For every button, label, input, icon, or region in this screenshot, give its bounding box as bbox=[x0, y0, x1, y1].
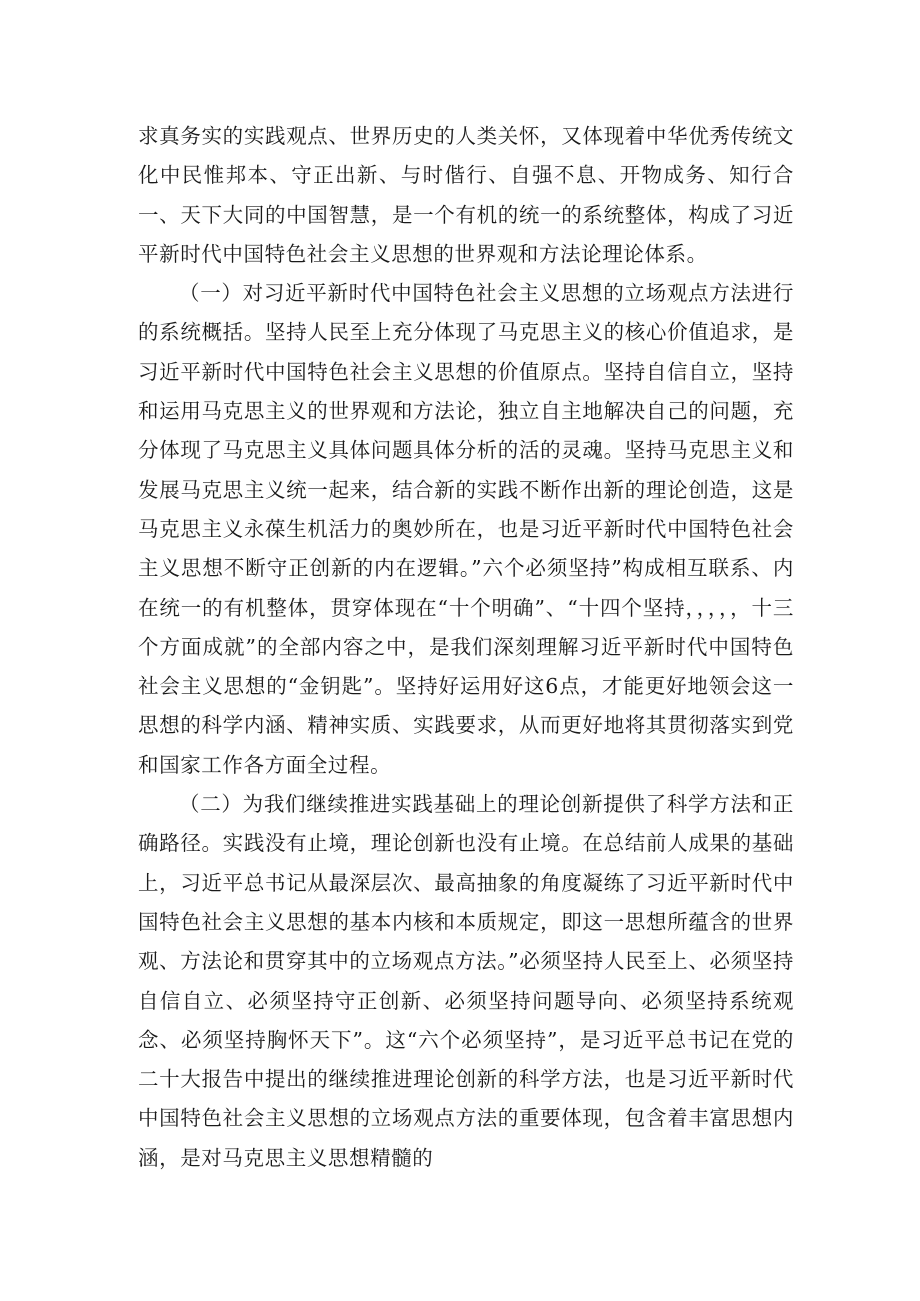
paragraph-continuation: 求真务实的实践观点、世界历史的人类关怀，又体现着中华优秀传统文化中民惟邦本、守正出新、与时偕行、自强不息、开物成务、知行合一、天下大同的中国智慧，是一个有机的统一的系统整体，构成了习近平新时代中国特色社会主义思想的世界观和方法论理论体系。 bbox=[138, 124, 794, 266]
paragraph-section-one: （一）对习近平新时代中国特色社会主义思想的立场观点方法进行的系统概括。坚持人民至上充分体现了马克思主义的核心价值追求，是习近平新时代中国特色社会主义思想的价值原点。坚持自信自立，坚持和运用马克思主义的世界观和方法论，独立自主地解决自己的问题，充分体现了马克思主义具体问题具体分析的活的灵魂。坚持马克思主义和发展马克思主义统一起来，结合新的实践不断作出新的理论创造，这是马克思主义永葆生机活力的奥妙所在，也是习近平新时代中国特色社会主义思想不断守正创新的内在逻辑。”六个必须坚持”构成相互联系、内在统一的有机整体，贯穿体现在“十个明确”、“十四个坚持，，，，，十三个方面成就”的全部内容之中，是我们深刻理解习近平新时代中国特色社会主义思想的“金钥匙”。坚持好运用好这6点，才能更好地领会这一思想的科学内涵、精神实质、实践要求，从而更好地将其贯彻落实到党和国家工作各方面全过程。 bbox=[138, 281, 794, 777]
document-body bbox=[138, 117, 794, 1178]
paragraph-section-two: （二）为我们继续推进实践基础上的理论创新提供了科学方法和正确路径。实践没有止境，理论创新也没有止境。在总结前人成果的基础上，习近平总书记从最深层次、最高抽象的角度凝练了习近平新时代中国特色社会主义思想的基本内核和本质规定，即这一思想所蕴含的世界观、方法论和贯穿其中的立场观点方法。”必须坚持人民至上、必须坚持自信自立、必须坚持守正创新、必须坚持问题导向、必须坚持系统观念、必须坚持胸怀天下”。这“六个必须坚持”，是习近平总书记在党的二十大报告中提出的继续推进理论创新的科学方法，也是习近平新时代中国特色社会主义思想的立场观点方法的重要体现，包含着丰富思想内涵，是对马克思主义思想精髓的 bbox=[138, 792, 794, 1170]
